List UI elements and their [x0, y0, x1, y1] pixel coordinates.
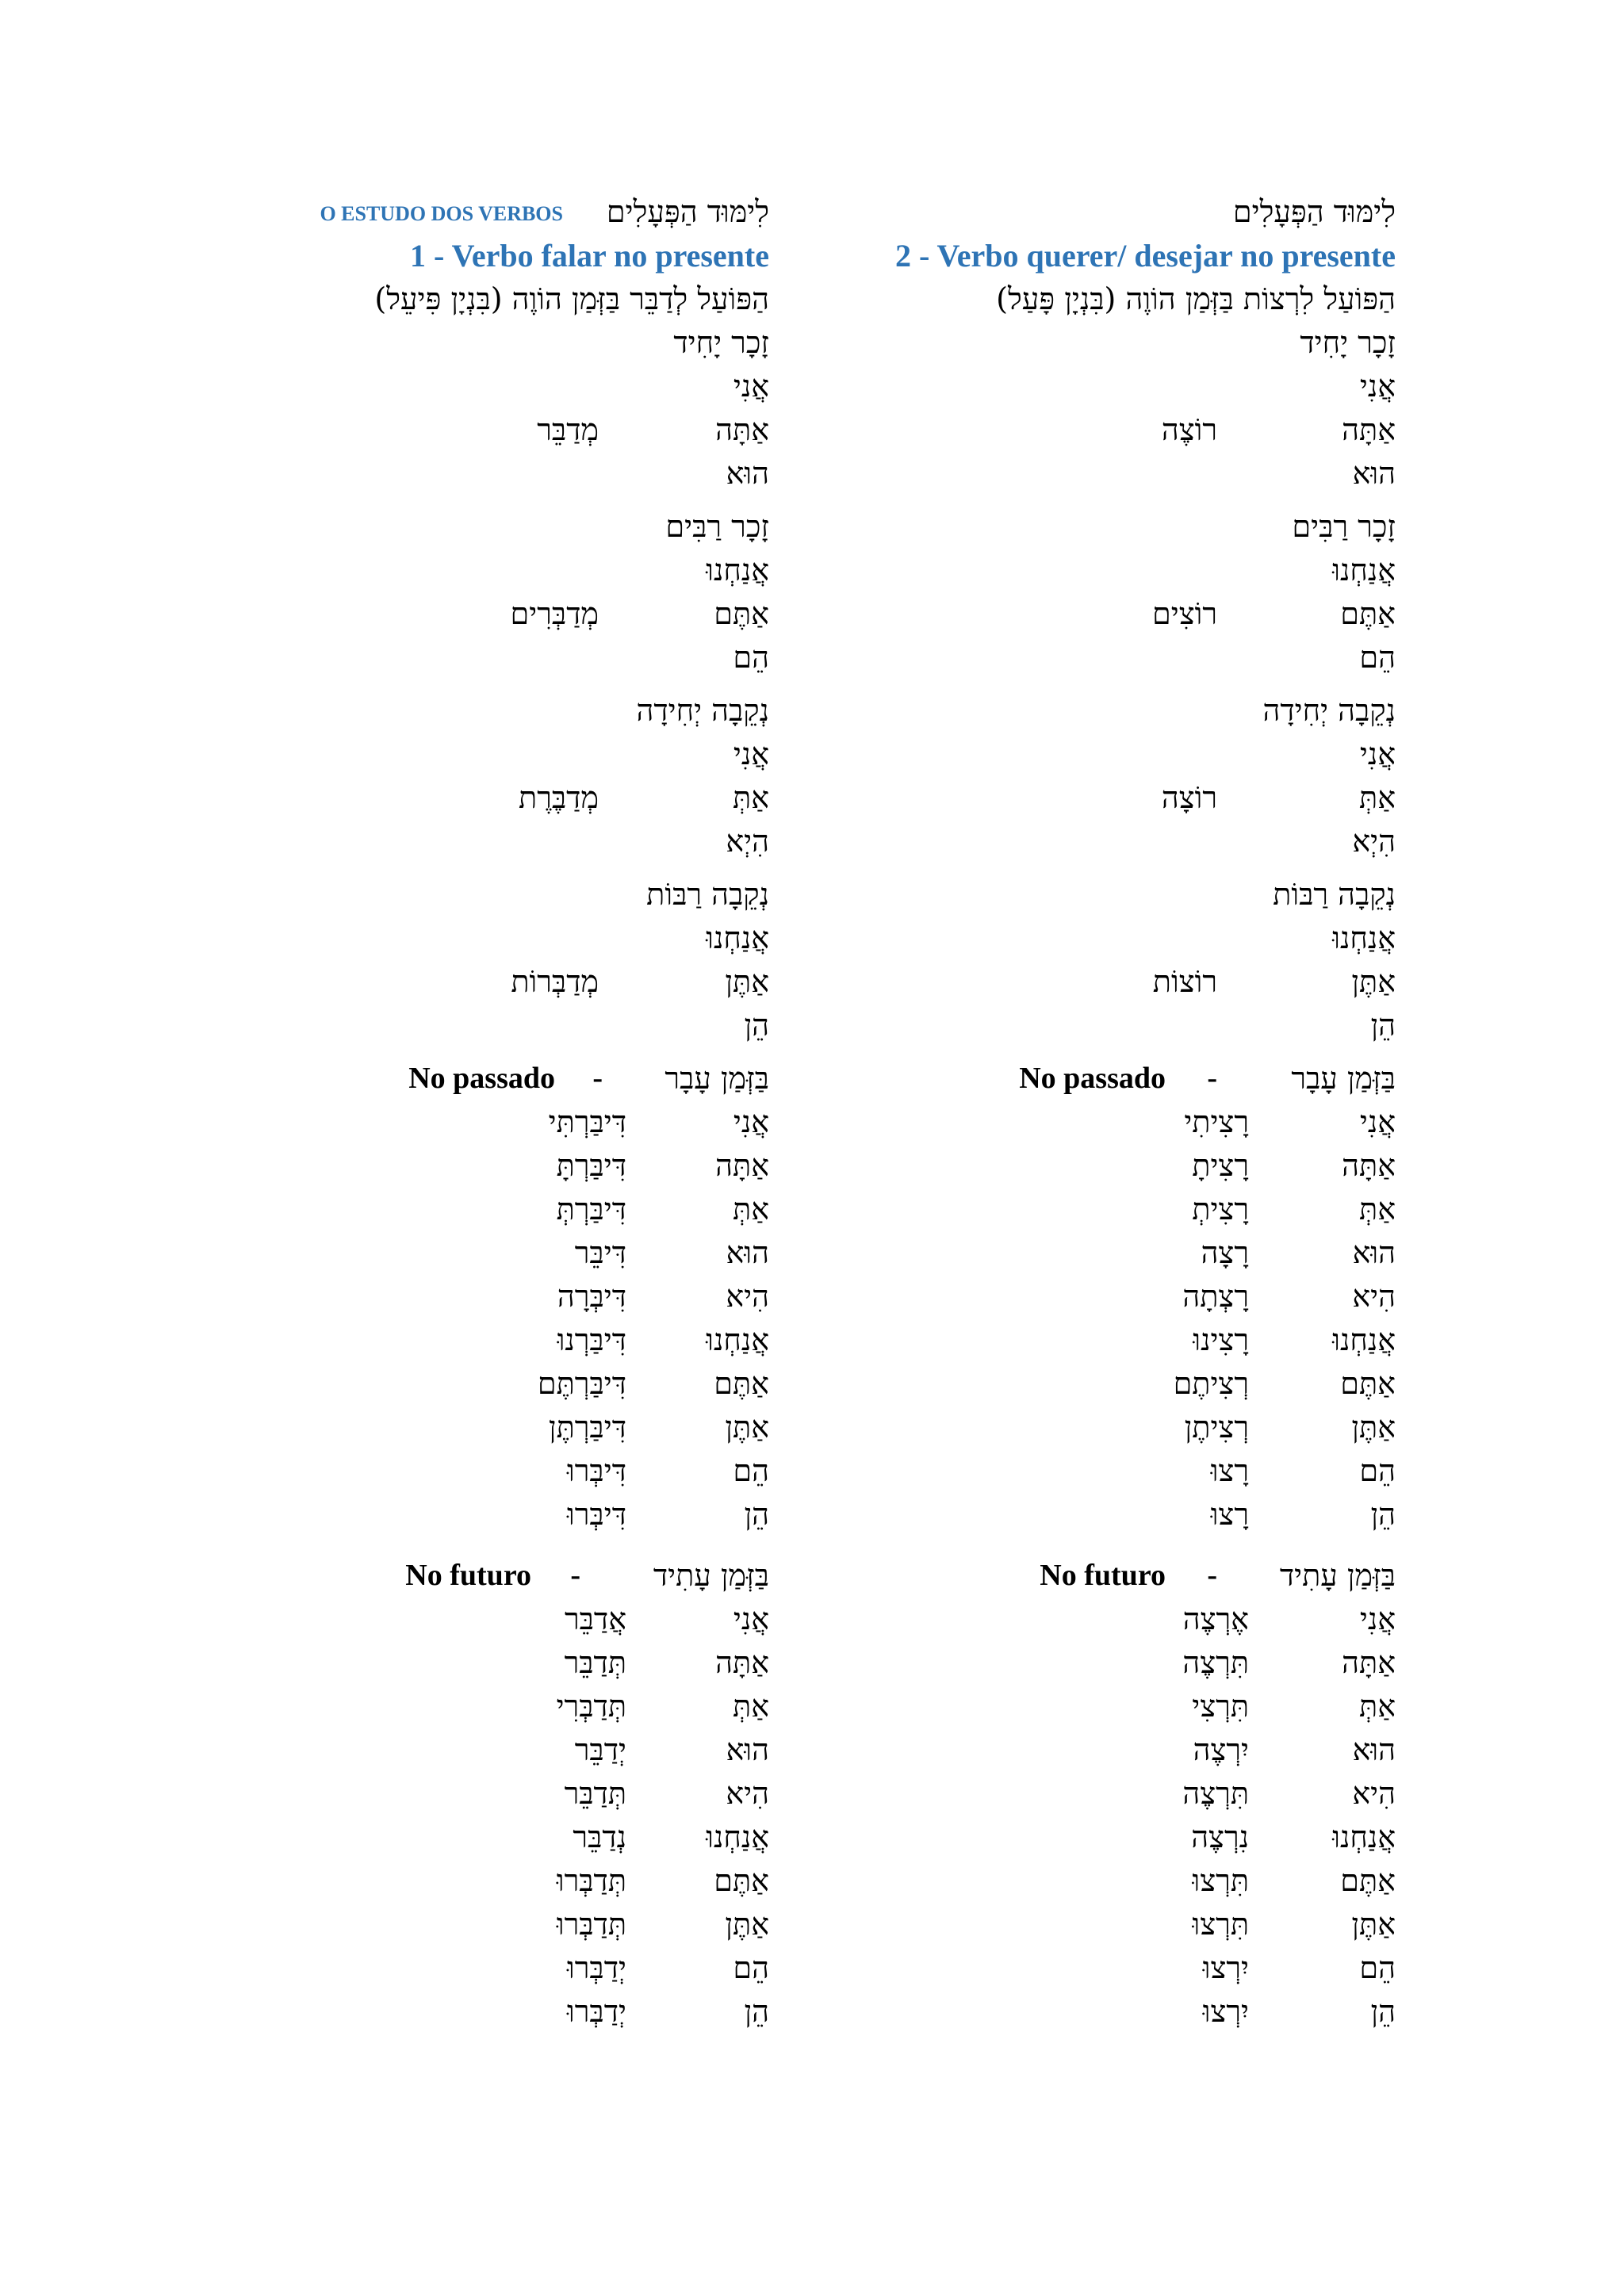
- future-verb: יְדַבְּרוּ: [567, 1950, 626, 1985]
- future-verb: יְדַבֵּר: [574, 1732, 626, 1767]
- group-label: נְקֵבָה רַבּוֹת: [1273, 877, 1396, 912]
- spacer: [809, 863, 1396, 873]
- past-verb: דִּיבְּרָה: [557, 1279, 626, 1314]
- future-verb: תִּרְצֶה: [1182, 1645, 1249, 1680]
- pronoun: הוּא: [726, 1732, 769, 1767]
- present-row: [809, 733, 1396, 776]
- future-verb: אֲדַבֵּר: [564, 1601, 626, 1636]
- pronoun: אֲנִי: [1359, 1601, 1396, 1636]
- spacer: [182, 1047, 769, 1057]
- future-row: [182, 1772, 769, 1816]
- pronoun: הֵם: [1359, 1453, 1396, 1488]
- pronoun: הֵן: [744, 1497, 769, 1532]
- present-verb: רוֹצוֹת: [1152, 964, 1217, 999]
- past-latin-label: No passado: [408, 1062, 555, 1095]
- pronoun: הֵן: [744, 1994, 769, 2029]
- pronoun: אַתָּה: [715, 412, 769, 447]
- pronoun: אֲנַחְנוּ: [706, 920, 769, 955]
- present-verb: רוֹצֶה: [1161, 412, 1217, 447]
- group-label: נְקֵבָה יְחִידָה: [1262, 693, 1396, 728]
- pronoun: אַתְּ: [733, 780, 769, 815]
- present-row: [182, 452, 769, 496]
- pronoun: אַתֶּם: [714, 1863, 769, 1898]
- past-verb: דִּיבַּרְתָּ: [556, 1148, 626, 1183]
- future-verb: יְדַבְּרוּ: [567, 1994, 626, 2029]
- pronoun: אַתָּה: [1342, 1645, 1396, 1680]
- future-row: [182, 1598, 769, 1641]
- pronoun: הִיְא: [726, 824, 769, 859]
- pronoun: אַתָּה: [715, 1645, 769, 1680]
- future-row: [809, 1816, 1396, 1859]
- present-row: [182, 820, 769, 863]
- spacer: [809, 496, 1396, 505]
- pronoun: אֲנִי: [1359, 737, 1396, 771]
- pronoun: הִיא: [1352, 1279, 1396, 1314]
- future-hebrew-label: בַּזְּמַן עָתִיד: [1279, 1558, 1396, 1593]
- future-verb: תְּדַבְּרוּ: [556, 1863, 626, 1898]
- title-hebrew: לִימּוּד הַפְּעָלִים: [606, 194, 769, 229]
- past-row: [809, 1188, 1396, 1231]
- past-row: [809, 1449, 1396, 1493]
- pronoun: אֲנִי: [733, 1104, 769, 1139]
- future-verb: יִרְצֶה: [1193, 1732, 1249, 1767]
- future-dash: -: [1207, 1559, 1217, 1592]
- future-hebrew-label: בַּזְּמַן עָתִיד: [653, 1558, 769, 1593]
- pronoun: אֲנִי: [1359, 1104, 1396, 1139]
- title-row: [809, 190, 1396, 234]
- pronoun: הוּא: [1352, 456, 1396, 491]
- past-row: [182, 1406, 769, 1449]
- future-verb: יִרְצוּ: [1202, 1994, 1249, 2029]
- pronoun: הֵם: [1359, 1950, 1396, 1985]
- past-verb: רָצָה: [1201, 1235, 1249, 1270]
- past-row: [809, 1275, 1396, 1318]
- pronoun: אֲנַחְנוּ: [706, 553, 769, 587]
- past-row: [182, 1144, 769, 1188]
- pronoun: אֲנַחְנוּ: [1332, 1820, 1396, 1854]
- past-row: [182, 1449, 769, 1493]
- future-row: [809, 1903, 1396, 1946]
- past-row: [182, 1362, 769, 1406]
- present-row: [182, 592, 769, 636]
- past-row: [809, 1100, 1396, 1144]
- spacer: [809, 1047, 1396, 1057]
- past-verb: רָצִיתְ: [1192, 1192, 1249, 1226]
- pronoun: אַתֶּם: [1340, 1366, 1396, 1401]
- future-verb: נִרְצֶה: [1191, 1820, 1249, 1854]
- group-label-row: [182, 505, 769, 549]
- past-latin-label: No passado: [1019, 1062, 1166, 1095]
- section-heading: 2 - Verbo querer/ desejar no presente: [894, 238, 1396, 274]
- past-verb: רָצִינוּ: [1193, 1322, 1249, 1357]
- present-row: [809, 408, 1396, 452]
- pronoun: אַתְּ: [733, 1192, 769, 1226]
- subheading-row: [182, 277, 769, 321]
- group-label-row: [182, 689, 769, 733]
- pronoun: הִיא: [726, 1776, 769, 1811]
- past-row: [809, 1362, 1396, 1406]
- pronoun: הֵן: [744, 1008, 769, 1043]
- spacer: [182, 863, 769, 873]
- group-label: זָכָר רַבִּים: [665, 509, 769, 544]
- present-verb: מְדַבֶּרֶת: [519, 780, 599, 815]
- past-verb: דִּיבְּרוּ: [567, 1497, 626, 1532]
- future-verb: תִּרְצוּ: [1192, 1907, 1249, 1942]
- pronoun: הוּא: [726, 456, 769, 491]
- pronoun: אַתָּה: [1342, 1148, 1396, 1183]
- present-row: [809, 365, 1396, 408]
- past-verb: רָצְתָה: [1182, 1279, 1249, 1314]
- future-verb: תְּדַבְּרִי: [556, 1689, 626, 1724]
- past-verb: רְצִיתֶם: [1173, 1366, 1249, 1401]
- past-verb: דִּיבֵּר: [574, 1235, 626, 1270]
- pronoun: אֲנִי: [733, 1601, 769, 1636]
- present-row: [809, 452, 1396, 496]
- present-row: [182, 549, 769, 592]
- pronoun: אַתָּה: [715, 1148, 769, 1183]
- pronoun: אַתָּה: [1342, 412, 1396, 447]
- group-label: נְקֵבָה יְחִידָה: [636, 693, 769, 728]
- pronoun: הוּא: [1352, 1732, 1396, 1767]
- pronoun: אַתֶּן: [1351, 964, 1396, 999]
- group-label: זָכָר רַבִּים: [1292, 509, 1396, 544]
- future-verb: נְדַבֵּר: [573, 1820, 626, 1854]
- present-row: [182, 776, 769, 820]
- right-column: [809, 190, 1396, 2034]
- spacer: [809, 1536, 1396, 1554]
- title-latin: O ESTUDO DOS VERBOS: [320, 202, 563, 225]
- present-verb: מְדַבֵּר: [537, 412, 599, 447]
- pronoun: הֵם: [733, 1453, 769, 1488]
- present-verb: רוֹצִים: [1152, 596, 1217, 631]
- pronoun: הוּא: [1352, 1235, 1396, 1270]
- future-verb: תִּרְצֶה: [1182, 1776, 1249, 1811]
- future-row: [182, 1641, 769, 1685]
- future-verb: תְּדַבֵּר: [564, 1645, 626, 1680]
- past-verb: דִּיבְּרוּ: [567, 1453, 626, 1488]
- pronoun: אַתֶּן: [725, 964, 769, 999]
- section-heading: 1 - Verbo falar no presente: [410, 238, 769, 274]
- future-dash: -: [570, 1559, 580, 1592]
- future-row: [809, 1641, 1396, 1685]
- present-row: [182, 960, 769, 1004]
- past-verb: דִּיבַּרְתֶּם: [537, 1366, 626, 1401]
- past-verb: רָצוּ: [1210, 1453, 1249, 1488]
- pronoun: אֲנַחְנוּ: [1332, 553, 1396, 587]
- future-verb: תְּדַבְּרוּ: [556, 1907, 626, 1942]
- pronoun: הוּא: [726, 1235, 769, 1270]
- future-row: [182, 1946, 769, 1990]
- group-label-row: [809, 505, 1396, 549]
- present-verb: רוֹצָה: [1161, 780, 1217, 815]
- past-row: [809, 1144, 1396, 1188]
- pronoun: אֲנִי: [1359, 369, 1396, 404]
- present-row: [809, 960, 1396, 1004]
- future-verb: תְּדַבֵּר: [564, 1776, 626, 1811]
- group-label: זָכָר יָחִיד: [673, 325, 769, 360]
- past-row: [809, 1318, 1396, 1362]
- future-row: [809, 1728, 1396, 1772]
- past-row: [809, 1406, 1396, 1449]
- pronoun: אַתֶּם: [714, 1366, 769, 1401]
- pronoun: אַתֶּם: [1340, 1863, 1396, 1898]
- group-label-row: [809, 873, 1396, 916]
- pronoun: אֲנַחְנוּ: [1332, 1322, 1396, 1357]
- past-dash: -: [1207, 1062, 1217, 1095]
- pronoun: אֲנִי: [733, 369, 769, 404]
- past-verb: דִּיבַּרְתִּי: [548, 1104, 626, 1139]
- group-label-row: [182, 873, 769, 916]
- past-hebrew-label: בַּזְּמַן עָבָר: [665, 1061, 769, 1096]
- pronoun: אַתְּ: [733, 1689, 769, 1724]
- past-row: [182, 1100, 769, 1144]
- pronoun: הֵם: [1359, 640, 1396, 675]
- present-row: [182, 733, 769, 776]
- pronoun: הִיא: [726, 1279, 769, 1314]
- past-row: [809, 1231, 1396, 1275]
- past-row: [182, 1231, 769, 1275]
- present-row: [809, 636, 1396, 679]
- group-label: נְקֵבָה רַבּוֹת: [646, 877, 769, 912]
- section-subheading: הַפּוֹעַל לִרְצוֹת בַּזְּמַן הוֹוֶה (בִּנְיָן פָּעַל): [996, 281, 1396, 316]
- future-row: [182, 1859, 769, 1903]
- future-row: [182, 1903, 769, 1946]
- group-label: זָכָר יָחִיד: [1300, 325, 1396, 360]
- present-row: [809, 1004, 1396, 1047]
- pronoun: אֲנַחְנוּ: [706, 1322, 769, 1357]
- pronoun: הֵם: [733, 640, 769, 675]
- present-row: [809, 549, 1396, 592]
- title-hebrew: לִימּוּד הַפְּעָלִים: [1232, 194, 1396, 229]
- present-row: [182, 365, 769, 408]
- pronoun: אַתְּ: [1359, 1192, 1396, 1226]
- pronoun: אַתֶּם: [714, 596, 769, 631]
- pronoun: הֵן: [1370, 1008, 1396, 1043]
- present-row: [809, 592, 1396, 636]
- past-header-row: [809, 1057, 1396, 1100]
- spacer: [182, 679, 769, 689]
- future-verb: יִרְצוּ: [1202, 1950, 1249, 1985]
- future-row: [182, 1816, 769, 1859]
- future-row: [809, 1990, 1396, 2034]
- present-row: [809, 820, 1396, 863]
- present-row: [182, 408, 769, 452]
- spacer: [809, 679, 1396, 689]
- past-verb: רָצִיתִי: [1184, 1104, 1249, 1139]
- heading-row: [182, 234, 769, 277]
- past-row: [182, 1188, 769, 1231]
- past-dash: -: [592, 1062, 603, 1095]
- pronoun: אַתֶּן: [725, 1907, 769, 1942]
- present-verb: מְדַבְּרוֹת: [511, 964, 599, 999]
- future-verb: תִּרְצוּ: [1192, 1863, 1249, 1898]
- past-row: [182, 1318, 769, 1362]
- left-column: [182, 190, 769, 2034]
- present-row: [809, 776, 1396, 820]
- past-row: [182, 1275, 769, 1318]
- present-row: [182, 1004, 769, 1047]
- past-verb: רְצִיתֶן: [1184, 1410, 1249, 1445]
- future-row: [182, 1990, 769, 2034]
- group-label-row: [182, 321, 769, 365]
- pronoun: אֲנַחְנוּ: [1332, 920, 1396, 955]
- past-hebrew-label: בַּזְּמַן עָבָר: [1291, 1061, 1396, 1096]
- past-row: [182, 1493, 769, 1536]
- pronoun: אֲנַחְנוּ: [706, 1820, 769, 1854]
- future-latin-label: No futuro: [1040, 1559, 1166, 1592]
- pronoun: אַתֶּן: [1351, 1907, 1396, 1942]
- future-row: [809, 1772, 1396, 1816]
- future-row: [809, 1685, 1396, 1728]
- past-verb: רָצוּ: [1210, 1497, 1249, 1532]
- future-row: [809, 1946, 1396, 1990]
- present-row: [809, 916, 1396, 960]
- past-verb: דִּיבַּרְנוּ: [557, 1322, 626, 1357]
- present-verb: מְדַבְּרִים: [510, 596, 599, 631]
- spacer: [182, 496, 769, 505]
- section-subheading: הַפּוֹעַל לְדַבֵּר בַּזְּמַן הוֹוֶה (בִּנְיָן פִּיעֵל): [374, 281, 769, 316]
- group-label-row: [809, 689, 1396, 733]
- spacer: [182, 1536, 769, 1554]
- pronoun: הִיא: [1352, 1776, 1396, 1811]
- pronoun: אַתֶּן: [725, 1410, 769, 1445]
- heading-row: [809, 234, 1396, 277]
- future-latin-label: No futuro: [405, 1559, 531, 1592]
- future-row: [182, 1685, 769, 1728]
- pronoun: אַתֶּם: [1340, 596, 1396, 631]
- pronoun: אַתְּ: [1359, 780, 1396, 815]
- pronoun: הֵן: [1370, 1994, 1396, 2029]
- future-header-row: [182, 1554, 769, 1598]
- pronoun: הֵם: [733, 1950, 769, 1985]
- past-verb: דִּיבַּרְתְּ: [556, 1192, 626, 1226]
- pronoun: הִיְא: [1352, 824, 1396, 859]
- future-row: [809, 1598, 1396, 1641]
- subheading-row: [809, 277, 1396, 321]
- future-header-row: [809, 1554, 1396, 1598]
- pronoun: אַתֶּן: [1351, 1410, 1396, 1445]
- pronoun: אַתְּ: [1359, 1689, 1396, 1724]
- past-verb: רָצִיתָ: [1192, 1148, 1249, 1183]
- present-row: [182, 916, 769, 960]
- future-verb: אֶרְצֶה: [1182, 1601, 1249, 1636]
- past-header-row: [182, 1057, 769, 1100]
- pronoun: אֲנִי: [733, 737, 769, 771]
- future-verb: תִּרְצִי: [1192, 1689, 1249, 1724]
- group-label-row: [809, 321, 1396, 365]
- past-verb: דִּיבַּרְתֶּן: [548, 1410, 626, 1445]
- pronoun: הֵן: [1370, 1497, 1396, 1532]
- present-row: [182, 636, 769, 679]
- future-row: [809, 1859, 1396, 1903]
- future-row: [182, 1728, 769, 1772]
- title-row: [182, 190, 769, 234]
- past-row: [809, 1493, 1396, 1536]
